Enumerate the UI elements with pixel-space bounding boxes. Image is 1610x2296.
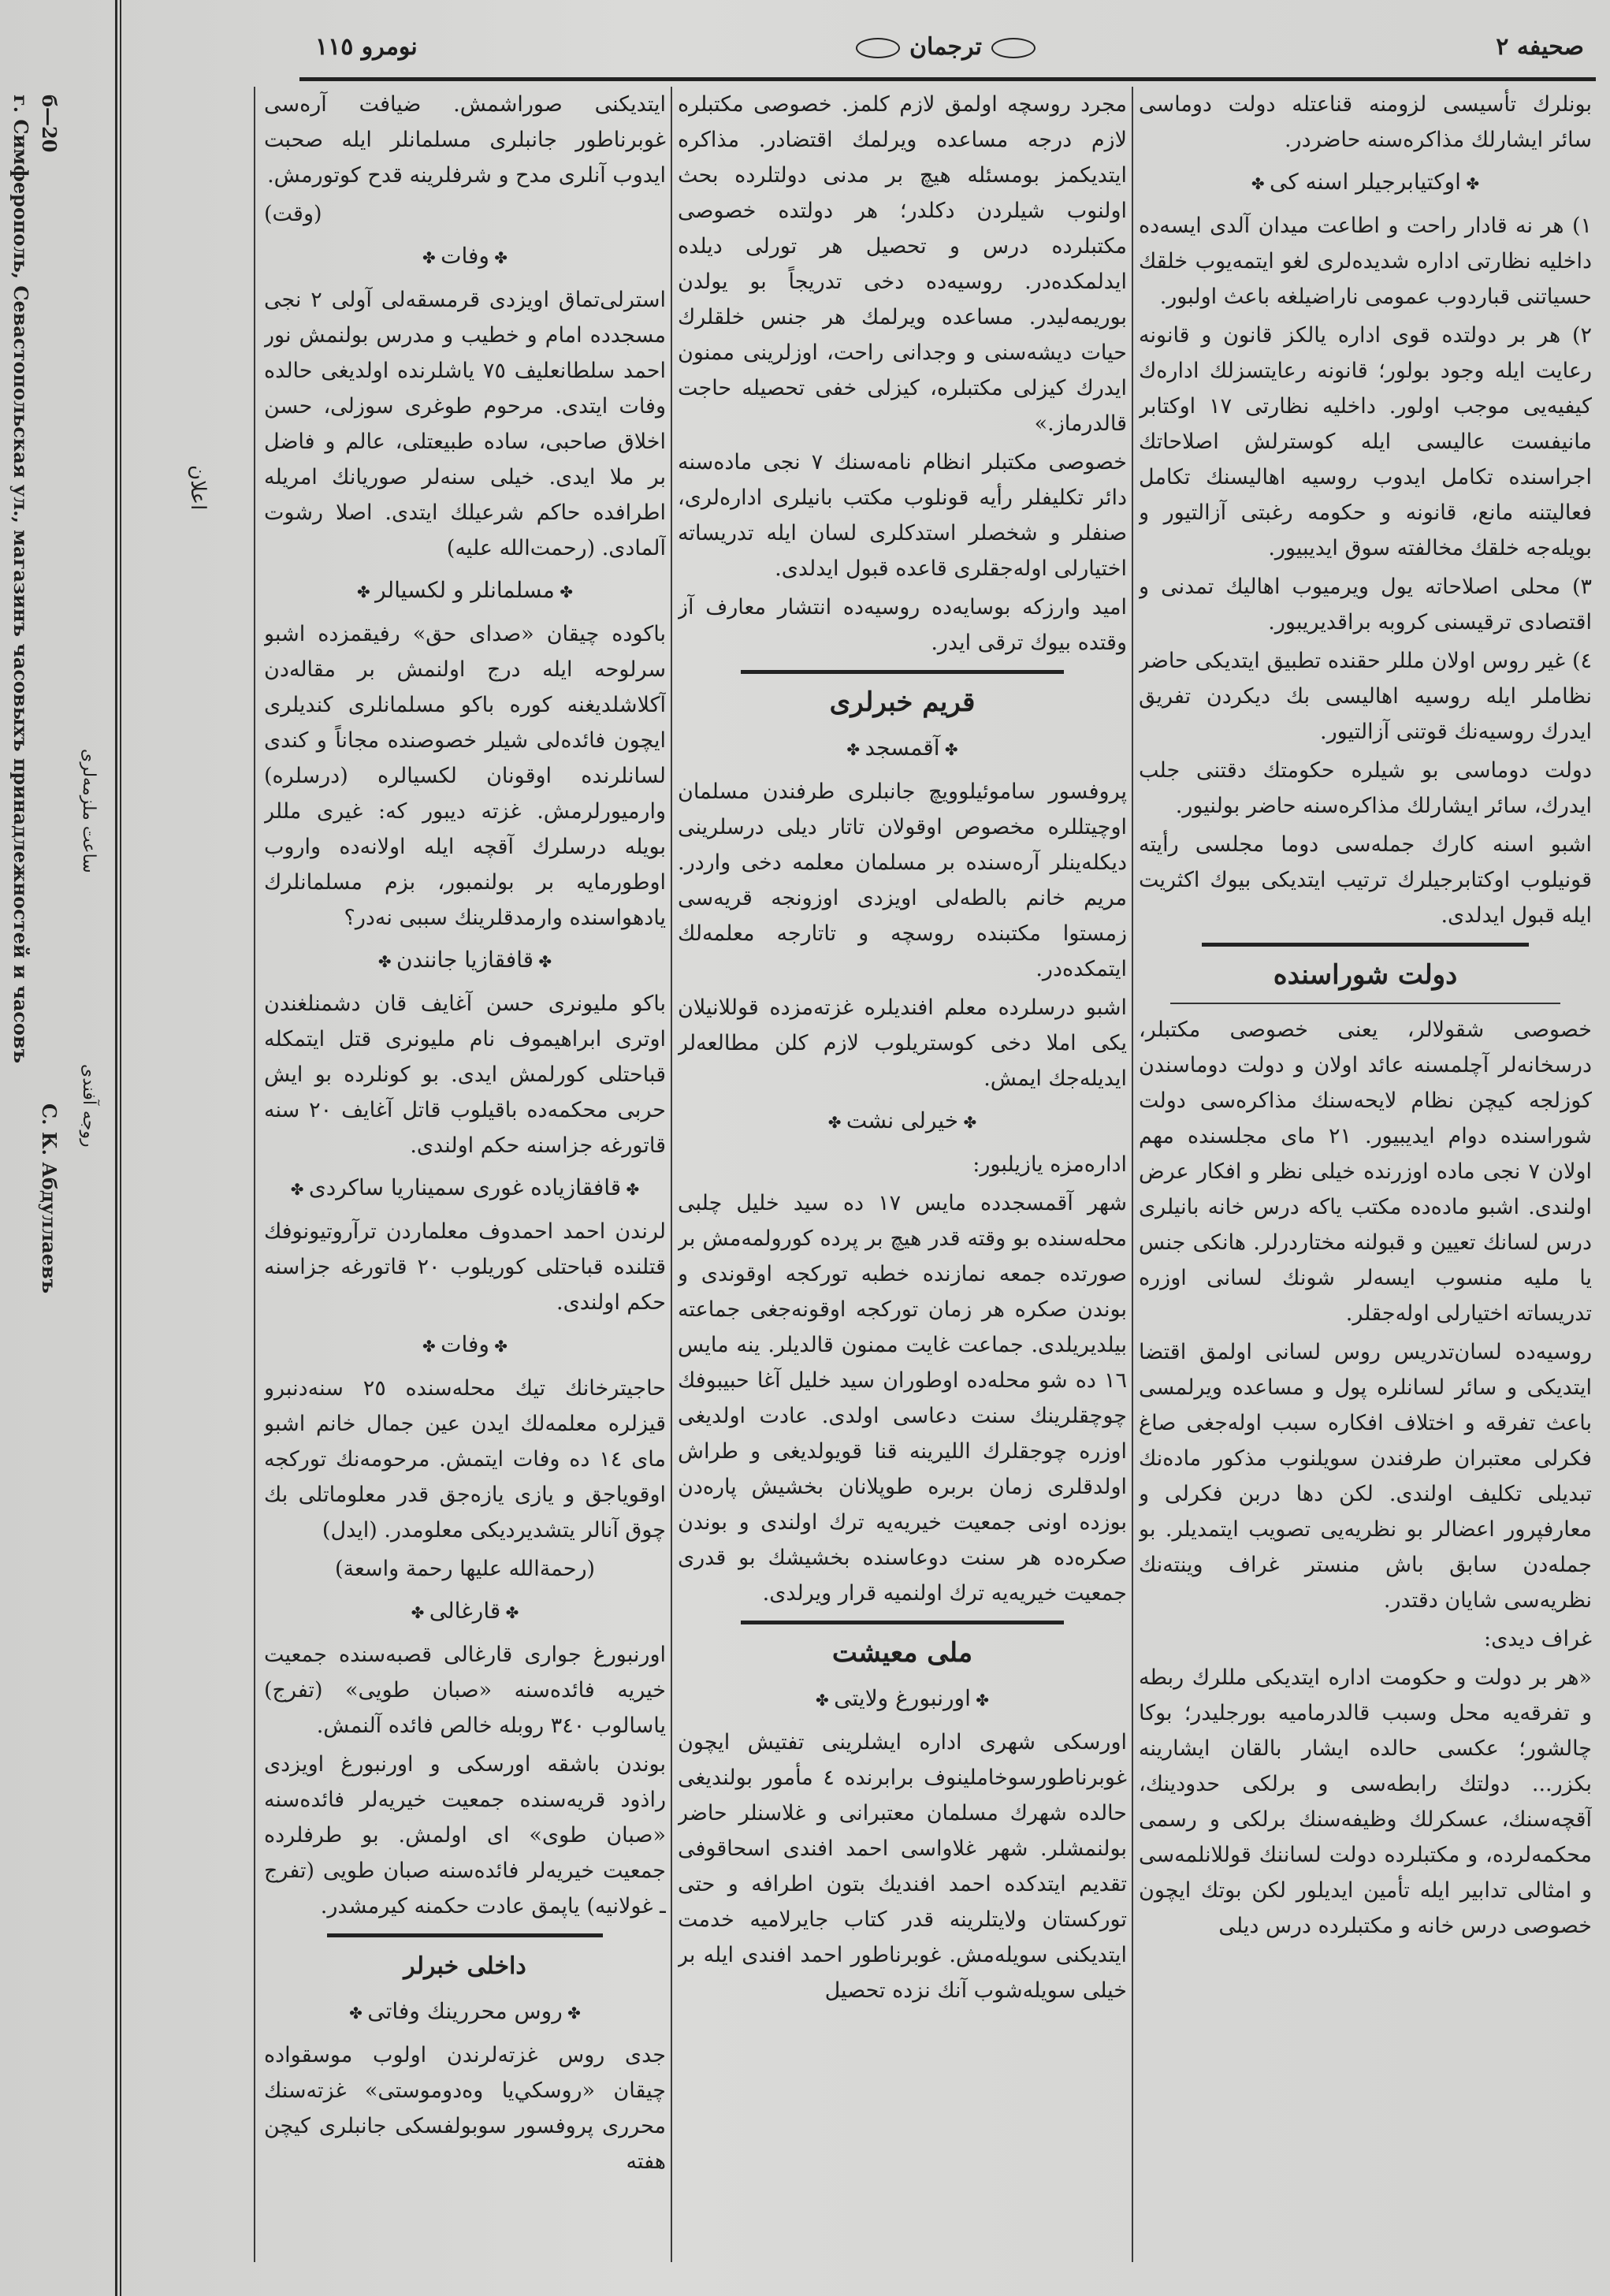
column-divider — [254, 87, 255, 2262]
paragraph: خصوصى مكتبلر انظام نامه‌سنك ٧ نجى ماده‌سنه دائر تكليفلر رأيه قونلوب مكتب بانيلرى اداره‌لرى، صنفلر و شخصلر استدكلرى لسان ايله تدريساته اختيارلى اوله‌جقلرى قاعده قبول ايدلدى. — [678, 450, 1127, 581]
subheading: ✤ اوكتيابرجيلر اسنه كى ✤ — [1251, 169, 1480, 195]
subheading: ✤ اورنبورغ ولايتى ✤ — [816, 1685, 989, 1711]
paragraph: حاجيترخانك تيك محله‌سنده ٢٥ سنه‌دنبرو قيزلره معلمه‌لك ايدن عين جمال خانم اشبو ماى ١٤ ده وفات ايتمش. مرحومه‌نك توركجه اوقوياجق و يازى يازه‌جق قدر معلوماتلى بك چوق آنالر يتشديرديكى معلومدر. (ايدل) — [264, 1376, 666, 1542]
paragraph: خصوصى شقولالر، يعنى خصوصى مكتبلر، درسخانه‌لر آچلمسنه عائد اولان و دولت دوماسندن كوزلجه كيچن نظام لايحه‌سنك مذاكره‌سى دولت شوراسنده دوام ايديبيور. ٢١ ماى مجلسنده مهم اولان ٧ نجى ماده اوزرنده خيلى نظر و افكار عرض اولندى. اشبو ماده‌ده مكتب ياكه درس خانه بانيلرى درس لسانك تعيين و قبولنه مختاردرلر. هانكى جنس يا مليه منسوب ايسه‌لر شونك لسانى اوزره تدريساته اختيارلى اوله‌جقلر. — [1139, 1018, 1592, 1326]
subheading: ✤ مسلمانلر و لكسيالر ✤ — [357, 577, 573, 603]
masthead-rule — [299, 77, 1596, 81]
section-rule — [741, 670, 1064, 674]
ad-arabic-name: روجه آفندی — [79, 1064, 99, 1148]
column-divider — [671, 87, 672, 2262]
paragraph: اشبو اسنه كارك جمله‌سى دوما مجلسى رأيته قونيلوب اوكتابرجيلرك ترتيب ايتديكى بيوك اكثريت ايله قبول ايدلدى. — [1139, 832, 1592, 928]
ad-arabic-label: ساعت ملزمه‌لری — [79, 749, 99, 873]
paragraph: ٣) محلى اصلاحاته يول ويرميوب اهاليك تمدنى و اقتصادى ترقيسنى كروبه براقديريبور. — [1139, 575, 1592, 634]
paragraph: باكو مليونرى حسن آغايف قان دشمنلغندن اوترى ابراهيموف نام مليونرى قتل ايتمكله قباحتلى كورلمش ايدى. بو كونلرده بو ايش حربى محكمه‌ده باقيلوب قاتل آغايف ٢٠ سنه قاتورغه جزاسنه حكم اولندى. — [264, 992, 666, 1158]
paper-title: ترجمان — [299, 33, 1592, 61]
subheading: ✤ آقمسجد ✤ — [846, 735, 958, 761]
paragraph: استرلى‌تماق اويزدى قرمسقه‌لى آولى ٢ نجى مسجدده امام و خطيب و مدرس بولنمش نور احمد سلطانعليف ٧٥ ياشلرنده اولديغى حالده وفات ايتدى. مرحوم طوغرى سوزلى، حسن اخلاق صاحبى، ساده طبيعتلى، عالم و فاضل بر ملا ايدى. خيلى سنه‌لر صوريانك امريله اطرافده حاكم شرعيلك ايتدى. اصلا رشوت آلمادى. (رحمت‌الله عليه) — [264, 288, 666, 560]
subheading: ✤ قافقازيا جانندن ✤ — [377, 947, 552, 973]
paragraph: بونلرك تأسيسى لزومنه قناعتله دولت دوماسى سائر ايشارلك مذاكره‌سنه حاضردر. — [1139, 92, 1592, 152]
margin-rule-inner — [120, 0, 121, 2296]
paragraph: شهر آقمسجدده مايس ١٧ ده سيد خليل چلبى محله‌سنده بو وقته قدر هيچ بر پرده كورولمه‌مش بر صورتده جمعه نمازنده خطبه توركجه اوقوندى و بوندن صكره هر زمان توركجه اوقونه‌جغى جماعته بيلديريلدى. جماعت غايت ممنون قالديلر. ينه مايس ١٦ ده شو محله‌ده اوطوران سيد خليل آغا حبيبوفك چوچقلرينك سنت دعاسى اولدى. عادت اولديغى اوزره چوجقلرك الليرينه قنا قويولديغى و طراش اولدقلرى زمان بربره طوپلانان بخشيش پاره‌دن بوزده اونى جمعيت خيريه‌يه ترك اولندى و بوندن صكره‌ده هر سنت دوعاسنده بخشيشك بو قدرى جمعيت خيريه‌يه ترك اولنميه قرار ويرلدى. — [678, 1191, 1127, 1606]
column-left — [264, 87, 666, 2278]
paragraph: باكوده چيقان «صداى حق» رفيقمزده اشبو سرلوحه ايله درج اولنمش بر مقاله‌دن آكلاشلديغنه كوره باكو مسلمانلرى كنديلرى ايچون فائده‌لى شيلر خصوصنده مجاناً و كندى لسانلرنده اوقونان لكسيالره (درسلره) وارميورلرمش. غزته ديبور كه: غيرى مللر بويله درسلرك آقچه ايله اولانه‌ده واروب اوطورمايه بر بولنمبور، بزم مسلمانلرك يادهواسنده وارمدقلرينك سببى نه‌در؟ — [264, 622, 666, 930]
subheading: ✤ روس محررينك وفاتى ✤ — [349, 1998, 581, 2024]
paragraph: ١) هر نه قادار راحت و اطاعت ميدان آلدى ايسه‌ده داخليه نظارتى اداره شديده‌لرى لغو ايتمه‌يوب خلقك حسياتنى قباردوب عمومى ناراضيلغه باعث اولبور. — [1139, 214, 1592, 309]
paragraph: اميد وارزكه بوسايه‌ده روسيه‌ده انتشار معارف آز وقتده بيوك ترقى ايدر. — [678, 595, 1127, 655]
column-divider — [1132, 87, 1133, 2262]
paragraph: دولت دوماسى بو شيلره حكومتك دقتنى جلب ايدرك، سائر ايشارلك مذاكره‌سنه حاضر بولنيور. — [1139, 758, 1592, 818]
heading-rule — [1170, 1003, 1560, 1004]
paragraph: پروفسور ساموئيلوويچ جانبلرى طرفندن مسلمان اوچيتللره مخصوص اوقولان تاتار ديلى درسلرينى ديكله‌ينلر آره‌سنده بر مسلمان معلمه دخى واردر. مريم خانم بالطه‌لى اويزدى اوزونجه قريه‌سى زمستوا مكتبنده روسچه و تاتارجه معلمه‌لك ايتمكده‌در. — [678, 780, 1127, 981]
column-middle — [678, 87, 1127, 2278]
paragraph: لرندن احمد احمدوف معلماردن ترآروتيونوفك قتلنده قباحتلى كوريلوب ٢٠ قاتورغه جزاسنه حكم اولندى. — [264, 1219, 666, 1315]
section-rule — [741, 1621, 1064, 1624]
paragraph: ايتديكنى صوراشمش. ضيافت آره‌سى غوبرناطور جانبلرى مسلمانلر ايله صحبت ايدوب آنلرى مدح و شرفلرينه قدح كوتورمش. — [264, 92, 666, 188]
masthead — [299, 22, 1592, 77]
section-heading: داخلى خبرلر — [403, 1952, 526, 1980]
left-margin-advertisement — [0, 0, 210, 2296]
prayer-line: (رحمة‌الله عليها رحمة واسعة) — [334, 1557, 596, 1581]
paragraph: بوندن باشقه اورسكى و اورنبورغ اويزدى راذود قريه‌سنده جمعيت خيريه‌لر فائده‌سنه «صبان طوى» اى اولمش. بو طرفلرده جمعيت خيريه‌لر فائده‌سنه صبان طويى (تفرج ـ غولانيه) ياپمق عادت حكمنه كيرمشدر. — [264, 1752, 666, 1918]
source-credit: (وقت) — [264, 202, 322, 226]
ornament-icon — [856, 38, 900, 58]
paragraph: ٤) غير روس اولان مللر حقنده تطبيق ايتديكى حاضر نظاملر ايله روسيه اهاليسى بك ديكردن تفريق ايدرك روسيه‌نك قوتنى آزالتيور. — [1139, 649, 1592, 744]
paragraph: اورنبورغ جوارى قارغالى قصبه‌سنده جمعيت خيريه فائده‌سنه «صبان طويى» (تفرج) ياسالوب ٣٤٠ روبله خالص فائده آلنمش. — [264, 1643, 666, 1738]
ad-address-russian: г. Симферополь, Севастопольская ул., магазинъ часовыхъ принадлежностей и часовъ — [9, 95, 32, 1063]
column-right — [1139, 87, 1592, 2278]
paragraph: غراف ديدى: — [1483, 1627, 1592, 1651]
issue-number: نومرو ١١٥ — [315, 33, 418, 61]
ad-name-russian: С. К. Абдуллаевъ — [38, 1103, 61, 1294]
section-heading: ملى معيشت — [831, 1637, 973, 1669]
paragraph: اورسكى شهرى اداره ايشلرينى تفتيش ايچون غوبرناطورسوخاملينوف برابرنده ٤ مأمور بولنديغى حالده شهرك مسلمان معتبرانى و غلاسنلر حاضر بولنمشلر. شهر غلاواسى احمد افندى اسحاقوفى تقديم ايتدكده احمد افنديك بتون اطرافه و حتى توركستان ولايتلرينه قدر كتاب جايرلاميه خدمت ايتديكنى سويله‌مش. غوبرناطور احمد افندى ايله بر خيلى سويله‌شوب آنك نزده تحصيل — [678, 1730, 1127, 2003]
subheading: ✤ خيرلى نشت ✤ — [827, 1107, 977, 1133]
section-heading: قريم خبرلرى — [829, 687, 976, 718]
section-rule — [1202, 943, 1529, 947]
paragraph: مجرد روسچه اولمق لازم كلمز. خصوصى مكتبلره لازم درجه مساعده ويرلمك اقتضادر. مذاكره ايتديكمز بومسئله هيچ بر مدنى دولتلرده بحث اولنوب شيلردن دكلدر؛ هر دولتده خصوصى مكتبلرده درس و تحصيل هر تورلى ديلده ايدلمكده‌در. روسيه‌ده دخى تدريجاً بو يولدن بوريمه‌ليدر. مساعده ويرلمك هر جنس خلقلرك حيات ديشه‌سنى و وجدانى راحت، اوزلرينى ممنون ايدرك كيزلى مكتبلره، كيزلى خفى تحصيله حاجت قالدرماز.» — [678, 92, 1127, 436]
margin-rule — [115, 0, 117, 2296]
subheading: ✤ قارغالى ✤ — [411, 1598, 519, 1624]
paragraph: جدى روس غزته‌لرندن اولوب موسقواده چيقان «روسكي‌يا وه‌دوموستى» غزته‌سنك محررى پروفسور سوبولفسكى جانبلرى كيچن هفته — [264, 2043, 666, 2174]
ad-heading: اعلان — [186, 465, 210, 511]
page-number: صحيفه ٢ — [1496, 33, 1584, 61]
section-heading: دولت شوراسنده — [1273, 959, 1458, 991]
paragraph: «هر بر دولت و حكومت اداره ايتديكى مللرك ربطه و تفرقه‌يه محل وسبب قالدرماميه بورجليدر؛ بوكا چالشور؛ عكسى حالده ايشار بالقان ايشارينه بكزر... دولتك رابطه‌سى و برلكى حدودينك، آقچه‌سنك، عسكرلك وظيفه‌سنك برلكى و رسمى محكمه‌لرده، و مكتبلرده دولت لساننك قوللانلمه‌سى و امثالى تدابير ايله تأمين ايديلور لكن بوتك ايچون خصوصى درس خانه و مكتبلرده درس ديلى — [1139, 1665, 1592, 1938]
subheading: ✤ وفات ✤ — [422, 243, 508, 269]
ad-code: б—20 — [38, 95, 61, 153]
subheading: ✤ قافقازياده غورى سميناريا ساكردى ✤ — [290, 1174, 640, 1200]
paragraph: روسيه‌ده لسان‌تدريس روس لسانى اولمق اقتضا ايتديكى و سائر لسانلره پول و مساعده ويرلمسى باعث تفرقه و اختلاف افكاره سبب اوله‌جغى صاغ فكرلى معتبران طرفندن سويلنوب مذكور ماده‌نك تبديلى تكليف اولندى. لكن دها دربن فكرلى و معارفپرور اعضالر بو نظريه‌يى تصويب ايتمديلر. بو جمله‌دن سابق باش منستر غراف وينته‌نك نظريه‌سى شايان دقتدر. — [1139, 1340, 1592, 1613]
section-rule — [327, 1933, 603, 1937]
paragraph: اداره‌مزه يازيلبور: — [972, 1152, 1127, 1177]
ornament-icon — [991, 38, 1036, 58]
paragraph: اشبو درسلرده معلم افنديلره غزته‌مزده قوللانيلان يكى املا دخى كوستريلوب لازم كلن مطالعه‌لر ايديله‌جك ايمش. — [678, 995, 1127, 1091]
paragraph: ٢) هر بر دولتده قوى اداره يالكز قانون و قانونه رعايت ايله وجود بولور؛ قانونه رعايتسزلك اداره‌ك كيفيه‌يى موجب اولور. داخليه نظارتى ١٧ اوكتابر مانيفست عاليسى ايله كوسترلش اصلاحاتك اجراسنده تكامل ايدوب روسيه اهاليسنك تكامل فعاليتنه مانع، قانونه و حكومه رغبتى آزالتيور و بويله‌جه خلقك مخالفته سوق ايديبيور. — [1139, 323, 1592, 560]
subheading: ✤ وفات ✤ — [422, 1331, 508, 1357]
